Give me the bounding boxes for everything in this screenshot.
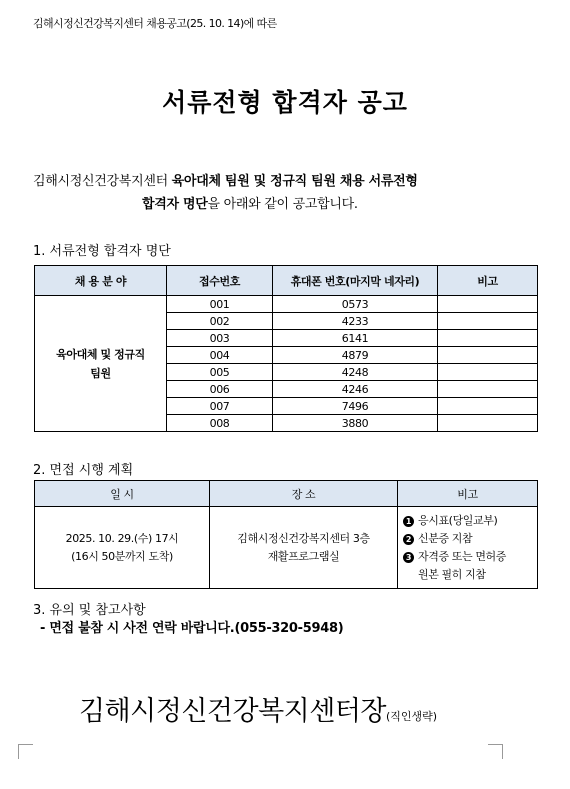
passers-table [34,265,538,432]
applicant-number: 007 [167,398,273,415]
interview-remarks [398,507,538,589]
applicant-number: 005 [167,364,273,381]
section-2-heading: 2. 면접 시행 계획 [33,463,134,478]
remark-cell [438,398,538,415]
header-place: 장 소 [210,481,398,507]
intro-bold-text-2: 합격자 명단 [142,197,208,212]
remark-cell [438,364,538,381]
place-line-2: 재활프로그램실 [267,549,340,563]
number-1-icon: 1 [403,516,414,527]
header-phone: 휴대폰 번호(마지막 네자리) [273,266,438,296]
table-header-row [35,481,538,507]
header-remark: 비고 [438,266,538,296]
intro-line-2 [142,193,358,212]
applicant-number: 008 [167,415,273,432]
remark-text: 자격증 또는 면허증 [418,549,507,563]
remark-cell [438,415,538,432]
field-line-2: 팀원 [90,366,111,380]
intro-text-2: 을 아래와 같이 공고합니다. [207,197,358,212]
applicant-number: 003 [167,330,273,347]
phone-digits: 6141 [273,330,438,347]
interview-datetime [35,507,210,589]
seal-note: (직인생략) [385,710,438,723]
remark-cell [438,381,538,398]
phone-digits: 7496 [273,398,438,415]
header-field: 채 용 분 야 [35,266,167,296]
applicant-number: 004 [167,347,273,364]
remark-cell [438,330,538,347]
table-header-row [35,266,538,296]
section-1-heading: 1. 서류전형 합격자 명단 [33,244,171,259]
remark-item [403,512,537,530]
interview-place [210,507,398,589]
header-remark: 비고 [398,481,538,507]
interview-table [34,480,538,589]
phone-digits: 4879 [273,347,438,364]
phone-digits: 4248 [273,364,438,381]
place-line-1: 김해시정신건강복지센터 3층 [237,531,370,545]
notice-text: - 면접 불참 시 사전 연락 바랍니다.(055-320-5948) [40,621,344,636]
field-line-1: 육아대체 및 정규직 [56,347,145,361]
remark-item [403,530,537,548]
applicant-number: 002 [167,313,273,330]
signature-line [79,689,437,728]
intro-line-1 [33,170,418,189]
table-row [35,507,538,589]
number-2-icon: 2 [403,534,414,545]
intro-bold-text: 육아대체 팀원 및 정규직 팀원 채용 서류전형 [171,174,418,189]
intro-text: 김해시정신건강복지센터 [33,174,172,189]
date-line-1: 2025. 10. 29.(수) 17시 [65,531,179,545]
remark-item [403,548,537,566]
phone-digits: 4246 [273,381,438,398]
remark-cell [438,347,538,364]
section-3-heading: 3. 유의 및 참고사항 [33,603,146,618]
remark-text: 신분증 지참 [418,531,473,545]
crop-mark-icon [488,744,503,759]
remark-text: 응시표(당일교부) [418,513,498,527]
center-director: 김해시정신건강복지센터장 [79,696,386,727]
remark-cell [438,296,538,313]
crop-mark-icon [18,744,33,759]
date-line-2: (16시 50분까지 도착) [71,549,173,563]
phone-digits: 0573 [273,296,438,313]
header-number: 접수번호 [167,266,273,296]
recruit-field-cell [35,296,167,432]
applicant-number: 001 [167,296,273,313]
phone-digits: 3880 [273,415,438,432]
number-3-icon: 3 [403,552,414,563]
header-datetime: 일 시 [35,481,210,507]
header-note: 김해시정신건강복지센터 채용공고(25. 10. 14)에 따른 [33,17,277,30]
applicant-number: 006 [167,381,273,398]
phone-digits: 4233 [273,313,438,330]
table-row [35,296,538,313]
page-title: 서류전형 합격자 공고 [162,88,408,117]
remark-item-cont: 원본 필히 지참 [418,567,486,581]
remark-cell [438,313,538,330]
